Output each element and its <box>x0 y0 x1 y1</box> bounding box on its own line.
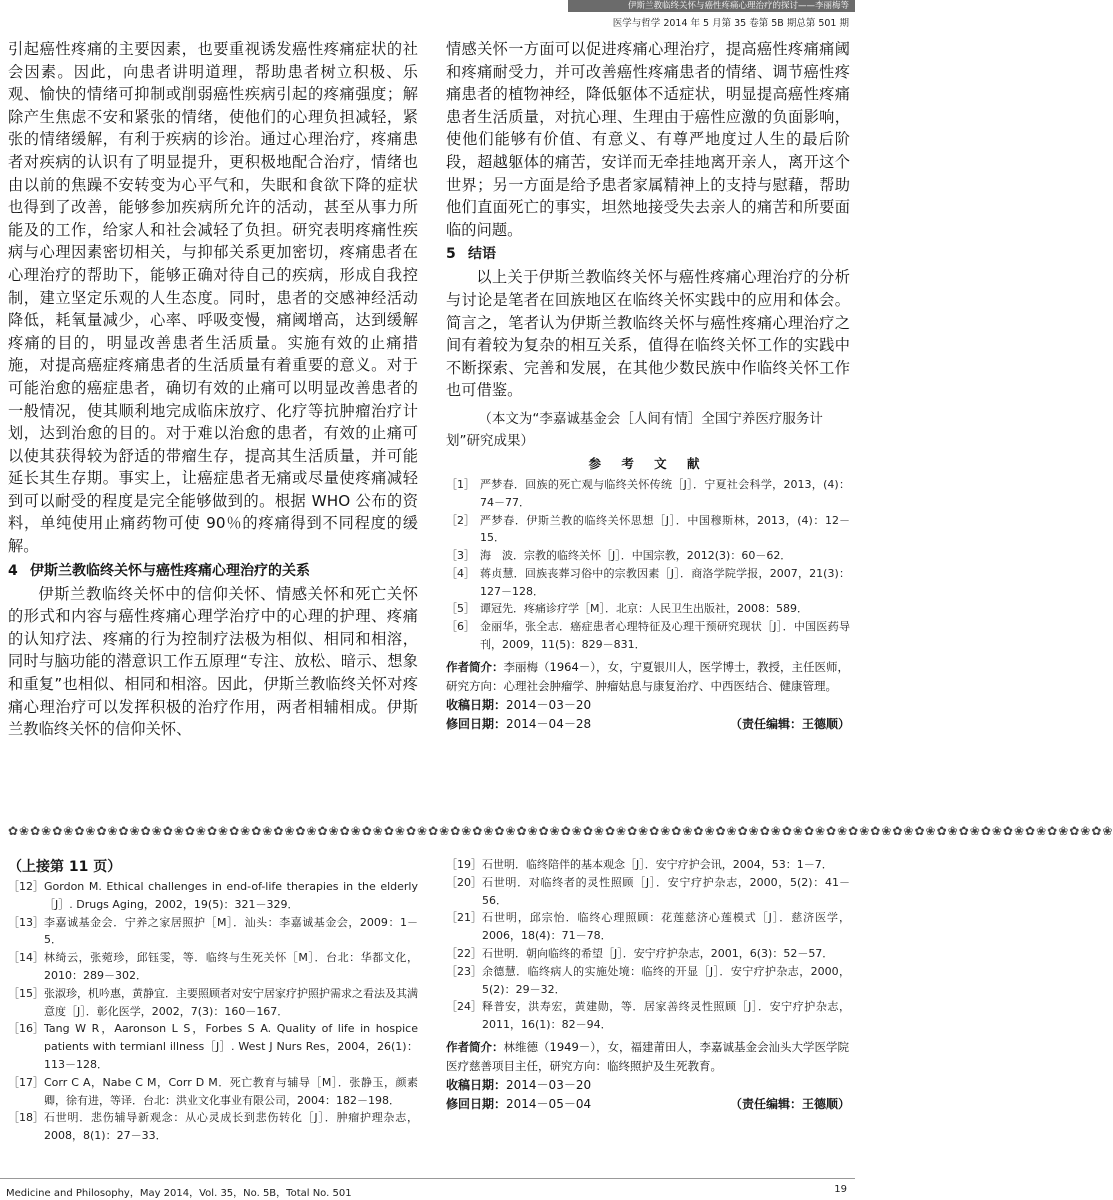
body-paragraph: 情感关怀一方面可以促进疼痛心理治疗，提高癌性疼痛痛阈和疼痛耐受力，并可改善癌性疼痛患者的情绪、调节癌性疼痛患者的植物神经，降低躯体不适症状，明显提高癌性疼痛患者生活质量，对抗心理、生理由于癌性应激的负面影响，使他们能够有价值、有意义、有尊严地度过人生的最后阶段，超越躯体的痛苦，安详而无牵挂地离开亲人，离开这个世界；另一方面是给予患者家属精神上的支持与慰藉，帮助他们直面死亡的事实，坦然地接受失去亲人的痛苦和所要面临的问题。 <box>446 40 850 239</box>
reference-text: 蒋贞慧．回族丧葬习俗中的宗教因素［J］．商洛学院学报，2007，21(3)：127－128． <box>480 566 850 598</box>
received-date-row <box>446 1076 850 1095</box>
reference-text: 金丽华，张全志．癌症患者心理特征及心理干预研究现状［J］．中国医药导刊，2009，11(5)：829－831． <box>480 620 850 652</box>
left-column <box>8 38 418 741</box>
reference-text: 石世明．悲伤辅导新观念：从心灵成长到悲伤转化［J］．肿瘤护理杂志，2008，8(1)：27－33． <box>44 1111 418 1143</box>
reference-item <box>446 547 850 565</box>
reference-item <box>446 874 850 910</box>
reference-item <box>446 945 850 963</box>
reference-item <box>446 512 850 548</box>
author-bio-label: 作者简介： <box>446 659 504 674</box>
revised-date: 2014－04－28 <box>506 716 592 731</box>
reference-text: 谭冠先．疼痛诊疗学［M］．北京：人民卫生出版社，2008：589． <box>480 602 808 616</box>
footer-journal-citation: Medicine and Philosophy，May 2014，Vol. 35，No. 5B，Total No. 501 <box>6 1188 352 1199</box>
received-date-row <box>446 696 850 715</box>
reference-item <box>446 963 850 999</box>
section-number: 4 <box>8 562 18 579</box>
revised-label: 修回日期： <box>446 716 507 731</box>
author-bio <box>446 658 850 696</box>
reference-number: ［12］ <box>8 880 44 893</box>
reference-item <box>8 1074 418 1110</box>
reference-text: 海 波．宗教的临终关怀［J］．中国宗教，2012(3)：60－62． <box>480 549 792 563</box>
reference-item <box>8 1020 418 1073</box>
reference-number: ［15］ <box>8 986 44 1000</box>
reference-item <box>446 998 850 1034</box>
reference-item <box>446 909 850 945</box>
reference-number: ［24］ <box>446 1000 482 1014</box>
ornamental-separator: ✿❀✿❀✿❀✿❀✿❀✿❀✿❀✿❀✿❀✿❀✿❀✿❀✿❀✿❀✿❀✿❀✿❀✿❀✿❀✿❀✿❀✿❀✿❀✿❀✿❀✿❀✿❀✿❀✿❀✿❀✿❀✿❀✿❀✿❀✿❀✿❀✿❀✿❀✿❀✿❀✿❀✿❀✿❀✿❀✿❀✿❀✿❀✿❀✿❀✿❀ <box>8 824 1113 838</box>
reference-text: 李嘉诚基金会．宁养之家居照护［M］．汕头：李嘉诚基金会，2009：1－5． <box>44 915 418 947</box>
reference-text: 石世明．临终陪伴的基本观念［J］．安宁疗护会讯，2004，53：1－7． <box>482 858 833 871</box>
author-bio-label: 作者简介： <box>446 1039 504 1054</box>
reference-item <box>446 476 850 512</box>
revised-label: 修回日期： <box>446 1096 507 1111</box>
reference-text: 石世明．朝向临终的希望［J］．安宁疗护杂志，2001，6(3)：52－57． <box>482 946 834 960</box>
continued-from-note: （上接第 11 页） <box>8 859 122 875</box>
running-header-bar <box>568 0 855 12</box>
reference-text: 石世明．对临终者的灵性照顾［J］．安宁疗护杂志，2000，5(2)：41－56． <box>482 875 850 907</box>
funding-note: （本文为“李嘉诚基金会［人间有情］全国宁养医疗服务计划”研究成果） <box>446 410 823 449</box>
revised-date-row <box>446 715 850 734</box>
revised-date-row <box>446 1095 850 1114</box>
reference-item <box>446 618 850 654</box>
received-date: 2014－03－20 <box>506 1077 592 1092</box>
reference-number: ［18］ <box>8 1111 44 1125</box>
author-bio-text: 李丽梅（1964－），女，宁夏银川人，医学博士，教授，主任医师，研究方向：心理社会肿瘤学、肿瘤姑息与康复治疗、中西医结合、健康管理。 <box>446 659 850 693</box>
reference-item <box>8 914 418 950</box>
reference-number: ［20］ <box>446 875 482 889</box>
body-paragraph: 以上关于伊斯兰教临终关怀与癌性疼痛心理治疗的分析与讨论是笔者在回族地区在临终关怀实践中的应用和体会。简言之，笔者认为伊斯兰教临终关怀与癌性疼痛心理治疗之间有着较为复杂的相互关系，值得在临终关怀工作的实践中不断探索、完善和发展，在其他少数民族中作临终关怀工作也可借鉴。 <box>446 268 850 400</box>
reference-list <box>446 476 850 654</box>
received-label: 收稿日期： <box>446 697 507 712</box>
footer-rule <box>0 1178 855 1179</box>
reference-number: ［16］ <box>8 1022 44 1036</box>
section-title: 结语 <box>468 246 496 263</box>
reference-text: 余德慧．临终病人的实施处境：临终的开显［J］．安宁疗护杂志，2000，5(2)：29－32． <box>482 964 850 996</box>
reference-text: 林绮云，张菀珍，邱钰雯，等．临终与生死关怀［M］．台北：华都文化，2010：289－302． <box>44 951 418 982</box>
reference-number: ［22］ <box>446 946 482 960</box>
author-bio <box>446 1038 850 1076</box>
continued-references-left <box>8 856 418 1145</box>
reference-number: ［6］ <box>446 620 475 634</box>
running-title: 伊斯兰教临终关怀与癌性疼痛心理治疗的探讨——李丽梅等 <box>627 1 849 11</box>
reference-number: ［5］ <box>446 602 475 616</box>
reference-item <box>8 878 418 914</box>
reference-item <box>8 985 418 1021</box>
reference-number: ［13］ <box>8 915 44 929</box>
reference-item <box>446 856 850 874</box>
responsible-editor: （责任编辑：王德顺） <box>729 716 850 731</box>
continued-references-right <box>446 856 850 1114</box>
reference-item <box>446 565 850 601</box>
reference-number: ［17］ <box>8 1075 44 1089</box>
section-title: 伊斯兰教临终关怀与癌性疼痛心理治疗的关系 <box>30 562 310 579</box>
reference-text: 张淑珍，机吟惠，黄静宜．主要照顾者对安宁居家疗护照护需求之看法及其满意度［J］．彰化医学，2002，7(3)：160－167． <box>44 986 418 1018</box>
right-column <box>446 38 850 734</box>
reference-number: ［3］ <box>446 549 475 563</box>
body-paragraph: 伊斯兰教临终关怀中的信仰关怀、情感关怀和死亡关怀的形式和内容与癌性疼痛心理学治疗中的心理的护理、疼痛的认知疗法、疼痛的行为控制疗法极为相似、相同和相溶，同时与脑功能的潜意识工作五原理“专注、放松、暗示、想象和重复”也相似、相同和相溶。因此，伊斯兰教临终关怀对疼痛心理治疗可以发挥积极的治疗作用，两者相辅相成。伊斯兰教临终关怀的信仰关怀、 <box>8 584 418 739</box>
reference-number: ［1］ <box>446 477 475 491</box>
reference-number: ［23］ <box>446 964 482 978</box>
reference-text: Gordon M. Ethical challenges in end-of-life therapies in the elderly［J］. Drugs Aging，2002，19(5)：321－329． <box>44 880 418 911</box>
received-date: 2014－03－20 <box>506 697 592 712</box>
section-heading-5 <box>446 243 850 265</box>
reference-item <box>446 600 850 618</box>
reference-text: 石世明，邱宗怡．临终心理照顾：花莲慈济心莲模式［J］．慈济医学，2006，18(4)：71－78． <box>482 911 850 943</box>
reference-item <box>8 1109 418 1145</box>
reference-item <box>8 949 418 985</box>
received-label: 收稿日期： <box>446 1077 507 1092</box>
reference-text: Tang W R，Aaronson L S，Forbes S A. Quality of life in hospice patients with termianl illness［J］. West J Nurs Res，2004，26(1)：113－128． <box>44 1022 418 1071</box>
references-title: 参 考 文 献 <box>588 455 708 471</box>
reference-text: 释普安，洪寿宏，黄建勋，等．居家善终灵性照顾［J］．安宁疗护杂志，2011，16(1)：82－94． <box>482 1000 850 1032</box>
page-number: 19 <box>834 1184 847 1195</box>
reference-number: ［4］ <box>446 566 475 580</box>
reference-number: ［19］ <box>446 858 482 871</box>
reference-text: 严梦春．回族的死亡观与临终关怀传统［J］．宁夏社会科学，2013，(4)：74－77． <box>480 477 850 509</box>
reference-text: Corr C A，Nabe C M，Corr D M．死亡教育与辅导［M］．张静玉，颜素卿，徐有进，等译．台北：洪业文化事业有限公司，2004：182－198． <box>44 1075 418 1107</box>
responsible-editor: （责任编辑：王德顺） <box>729 1096 850 1111</box>
reference-number: ［14］ <box>8 951 44 965</box>
revised-date: 2014－05－04 <box>506 1096 592 1111</box>
section-number: 5 <box>446 246 456 263</box>
journal-issue-line: 医学与哲学 2014 年 5 月第 35 卷第 5B 期总第 501 期 <box>612 18 849 29</box>
reference-number: ［2］ <box>446 513 475 527</box>
section-heading-4 <box>8 560 418 582</box>
author-bio-text: 林维德（1949－），女，福建莆田人，李嘉诚基金会汕头大学医学院医疗慈善项目主任，研究方向：临终照护及生死教育。 <box>446 1039 850 1073</box>
reference-number: ［21］ <box>446 911 482 925</box>
reference-text: 严梦春．伊斯兰教的临终关怀思想［J］．中国穆斯林，2013，(4)：12－15． <box>480 513 850 545</box>
body-paragraph: 引起癌性疼痛的主要因素，也要重视诱发癌性疼痛症状的社会因素。因此，向患者讲明道理，帮助患者树立积极、乐观、愉快的情绪可抑制或削弱癌性疾病引起的疼痛强度；解除产生焦虑不安和紧张的情绪，使他们的心理负担减轻，紧张的情绪缓解，有利于疾病的诊治。通过心理治疗，疼痛患者对疾病的认识有了明显提升，更积极地配合治疗，情绪也由以前的焦躁不安转变为心平气和，失眠和食欲下降的症状也得到了改善，能够参加疾病所允许的活动，甚至从事力所能及的工作，给家人和社会减轻了负担。研究表明疼痛性疾病与心理因素密切相关，与抑郁关系更加密切，疼痛患者在心理治疗的帮助下，能够正确对待自己的疾病，形成自我控制，建立坚定乐观的人生态度。同时，患者的交感神经活动降低，耗氧量减少，心率、呼吸变慢，痛阈增高，达到缓解疼痛的目的，明显改善患者生活质量。实施有效的止痛措施，对提高癌症疼痛患者的生活质量有着重要的意义。对于可能治愈的癌症患者，确切有效的止痛可以明显改善患者的一般情况，使其顺利地完成临床放疗、化疗等抗肿瘤治疗计划，达到治愈的目的。对于难以治愈的患者，有效的止痛可以使其获得较为舒适的带瘤生存，提高其生活质量，并可能延长其生存期。事实上，让癌症患者无痛或尽量使疼痛减轻到可以耐受的程度是完全能够做到的。根据 WHO 公布的资料，单纯使用止痛药物可使 90％的疼痛得到不同程度的缓解。 <box>8 40 418 556</box>
